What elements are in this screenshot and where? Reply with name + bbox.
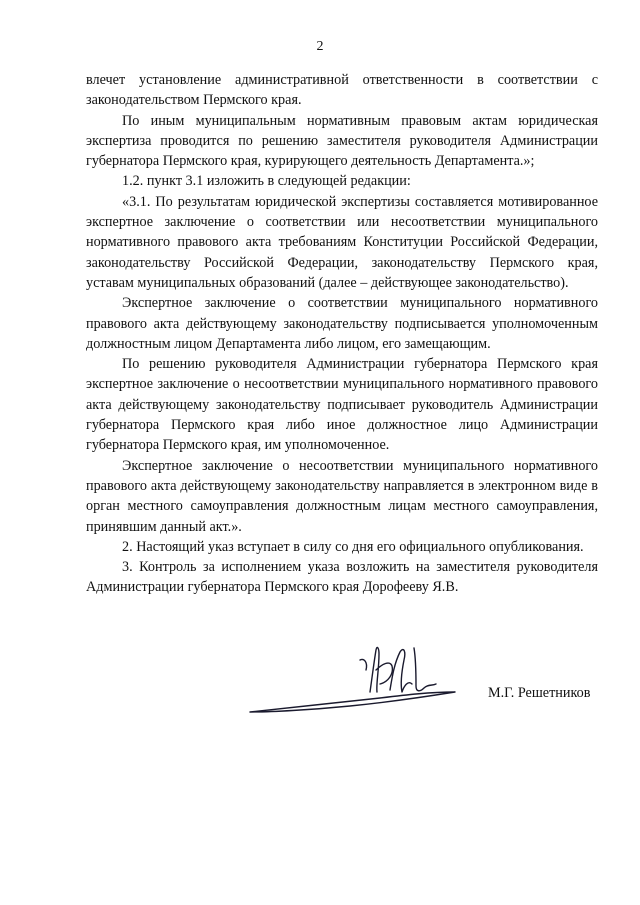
paragraph: 3. Контроль за исполнением указа возложить на заместителя руководителя Администрации губернатора Пермского края Дорофееву Я.В.	[86, 559, 598, 596]
paragraph: «3.1. По результатам юридической экспертизы составляется мотивированное экспертное заключение о соответствии или несоответствии муниципального нормативного правового акта требованиям Конституции Российской Федерации, законодательству Российской Федерации, законодательству Пермского края, уставам муниципальных образований (далее – действующее законодательство).	[86, 193, 598, 291]
page-number: 2	[316, 39, 324, 54]
paragraph: Экспертное заключение о несоответствии муниципального нормативного правового акта действующему законодательству направляется в электронном виде в орган местного самоуправления должностным лицам местного самоуправления, принявшим данный акт.».	[86, 457, 598, 535]
signatory-name: М.Г. Решетников	[488, 685, 591, 701]
paragraph: 2. Настоящий указ вступает в силу со дня его официального опубликования.	[122, 538, 584, 555]
paragraph: Экспертное заключение о соответствии муниципального нормативного правового акта действующему законодательству подписывается уполномоченным должностным лицом Департамента либо лицом, его замещающим.	[86, 295, 598, 352]
handwritten-signature	[230, 640, 470, 715]
paragraph: По иным муниципальным нормативным правовым актам юридическая экспертиза проводится по решению заместителя руководителя Администрации губернатора Пермского края, курирующего деятельность Департамента.»;	[86, 112, 598, 170]
paragraph: влечет установление административной ответственности в соответствии с законодательством Пермского края.	[86, 72, 598, 109]
paragraph: 1.2. пункт 3.1 изложить в следующей редакции:	[122, 173, 411, 190]
paragraph: По решению руководителя Администрации губернатора Пермского края экспертное заключение о несоответствии муниципального нормативного правового акта действующему законодательству подписывает руководитель Администрации губернатора Пермского края либо иное должностное лицо Администрации губернатора Пермского края, им уполномоченное.	[86, 356, 598, 454]
